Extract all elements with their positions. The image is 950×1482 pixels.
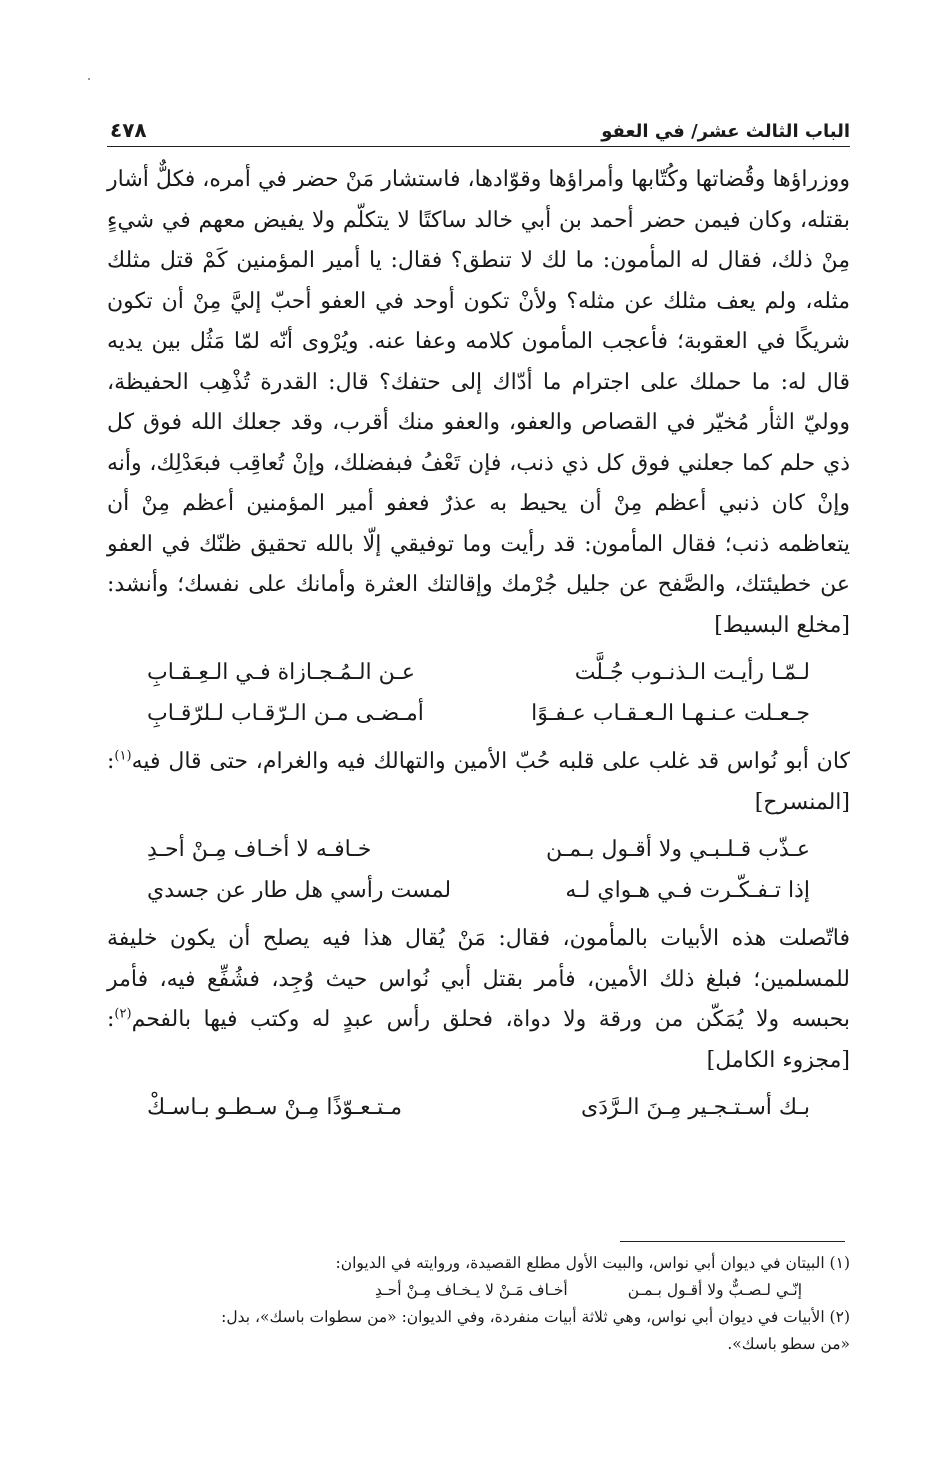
verse-second-half: خـافـه لا أخـاف مِـنْ أحـدِ xyxy=(147,837,372,862)
paragraph-3 xyxy=(107,919,850,1081)
verse-first-half: جـعـلت عـنـهـا الـعـقـاب عـفـوًا xyxy=(531,701,810,726)
verse-first-half: إنّـي لـصـبٌّ ولا أقـول بـمـن xyxy=(627,1281,802,1299)
footnote-2: (٢) الأبيات في ديوان أبي نواس، وهي ثلاثة أبيات منفردة، وفي الديوان: «من سطوات باسك»، بدل: xyxy=(221,1308,850,1326)
paragraph-3-text: فاتّصلت هذه الأبيات بالمأمون، فقال: مَنْ يُقال هذا فيه يصلح أن يكون خليفة للمسلمين؛ فبلغ ذلك الأمين، فأمر بقتل أبي نُواس حيث وُجِد، فشُفِّع فيه، فأمر بحبسه ولا يُمَكّن من ورقة ولا دواة، فحلق رأس عبدٍ له وكتب فيها بالفحم xyxy=(107,926,850,1032)
meter-label: : [المنسرح] xyxy=(107,749,850,815)
footnote-2-continuation: «من سطو باسك». xyxy=(727,1335,850,1353)
verse-second-half: أمـضـى مـن الـرّقـاب لـلرّقـابِ xyxy=(147,701,424,726)
verse-first-half: إذا تـفـكّـرت فـي هـواي لـه xyxy=(565,878,810,903)
poem-1 xyxy=(147,652,810,734)
paragraph-2-text: كان أبو نُواس قد غلب على قلبه حُبّ الأمين والتهالك فيه والغرام، حتى قال فيه xyxy=(131,749,850,774)
verse-line xyxy=(147,829,810,870)
paragraph-2 xyxy=(107,742,850,823)
verse-line xyxy=(147,652,810,693)
scan-mark xyxy=(88,78,90,80)
poem-3 xyxy=(147,1087,810,1128)
page-number: ٤٧٨ xyxy=(110,118,147,142)
verse-second-half: مـتـعـوّذًا مِـنْ سـطـو بـاسـكْ xyxy=(147,1095,403,1120)
footnotes xyxy=(107,1250,850,1358)
paragraph-1: ووزراؤها وقُضاتها وكُتّابها وأمراؤها وقوّادها، فاستشار مَنْ حضر في أمره، فكلٌّ أشار بقتله، وكان فيمن حضر أحمد بن أبي خالد ساكتًا لا يتكلّم ولا يفيض معهم في شيءٍ مِنْ ذلك، فقال له المأمون: ما لك لا تنطق؟ فقال: يا أمير المؤمنين كَمْ قتل مثلك مثله، ولم يعف مثلك عن مثله؟ ولأنْ تكون أوحد في العفو أحبّ إليَّ مِنْ أن تكون شريكًا في العقوبة؛ فأعجب المأمون كلامه وعفا عنه. ويُرْوى أنّه لمّا مَثُل بين يديه قال له: ما حملك على اجترام ما أدّاك إلى حتفك؟ قال: القدرة تُذْهِب الحفيظة، ووليّ الثأر مُخيّر في القصاص والعفو، والعفو منك أقرب، وقد جعلك الله فوق كل ذي حلم كما جعلني فوق كل ذي ذنب، فإن تَعْفُ فبفضلك، وإنْ تُعاقِب فبعَدْلِك، وأنه وإنْ كان ذنبي أعظم مِنْ أن يحيط به عذرٌ فعفو أمير المؤمنين أعظم مِنْ أن يتعاظمه ذنب؛ فقال المأمون: قد رأيت وما توفيقي إلّا بالله تحقيق ظنّك في العفو عن خطيئتك، والصَّفح عن جليل جُرْمك وإقالتك العثرة وأمانك على نفسك؛ وأنشد: [مخلع البسيط] xyxy=(107,167,850,638)
chapter-title: الباب الثالث عشر/ في العفو xyxy=(601,121,850,142)
footnote-ref-1[interactable]: (١) xyxy=(114,748,132,764)
poem-2 xyxy=(147,829,810,911)
verse-first-half: بـك أسـتـجـير مِـنَ الـرَّدَى xyxy=(581,1095,810,1120)
verse-second-half: عـن الـمُـجـازاة فـي الـعِـقـابِ xyxy=(147,660,415,685)
meter-label: : [مجزوء الكامل] xyxy=(107,1007,850,1073)
verse-first-half: لـمّـا رأيـت الـذنـوب جُـلَّت xyxy=(574,660,810,685)
footnote-1: (١) البيتان في ديوان أبي نواس، والبيت الأول مطلع القصيدة، وروايته في الديوان: xyxy=(335,1254,850,1272)
verse-line xyxy=(147,693,810,734)
footnote-ref-2[interactable]: (٢) xyxy=(114,1006,132,1022)
verse-first-half: عـذّب قـلـبـي ولا أقـول بـمـن xyxy=(546,837,810,862)
verse-line xyxy=(147,1087,810,1128)
verse-line xyxy=(147,870,810,911)
header-rule xyxy=(107,146,850,147)
main-text xyxy=(107,160,850,1136)
footnote-1-verse xyxy=(107,1277,850,1304)
footnote-rule xyxy=(620,1241,845,1242)
verse-second-half: أخـاف مَـنْ لا يـخـاف مِـنْ أحـدِ xyxy=(374,1281,568,1299)
verse-second-half: لمست رأسي هل طار عن جسدي xyxy=(147,878,452,903)
page-header xyxy=(110,106,850,142)
